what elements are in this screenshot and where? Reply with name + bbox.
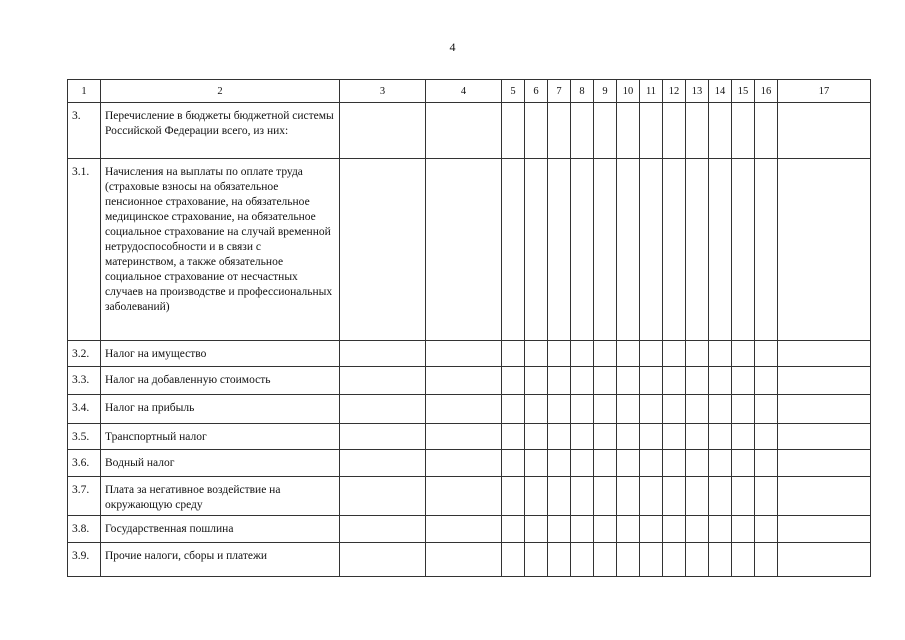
empty-cell xyxy=(709,450,732,477)
empty-cell xyxy=(340,395,426,424)
empty-cell xyxy=(340,103,426,159)
empty-cell xyxy=(594,516,617,543)
empty-cell xyxy=(686,159,709,341)
empty-cell xyxy=(502,424,525,450)
empty-cell xyxy=(640,450,663,477)
empty-cell xyxy=(340,159,426,341)
empty-cell xyxy=(732,477,755,516)
empty-cell xyxy=(548,103,571,159)
row-name: Плата за негативное воздействие на окружающую среду xyxy=(101,477,340,516)
empty-cell xyxy=(686,424,709,450)
table-row xyxy=(68,395,871,424)
empty-cell xyxy=(617,367,640,395)
table-row xyxy=(68,477,871,516)
empty-cell xyxy=(755,450,778,477)
empty-cell xyxy=(778,424,871,450)
empty-cell xyxy=(778,367,871,395)
table-row xyxy=(68,159,871,341)
row-name: Водный налог xyxy=(101,450,340,477)
empty-cell xyxy=(755,341,778,367)
row-number: 3.9. xyxy=(68,543,101,577)
empty-cell xyxy=(571,367,594,395)
header-cell: 5 xyxy=(502,80,525,103)
empty-cell xyxy=(640,341,663,367)
empty-cell xyxy=(340,367,426,395)
header-cell: 8 xyxy=(571,80,594,103)
table-row xyxy=(68,543,871,577)
table-row xyxy=(68,424,871,450)
table-row xyxy=(68,516,871,543)
empty-cell xyxy=(778,341,871,367)
empty-cell xyxy=(732,103,755,159)
empty-cell xyxy=(525,450,548,477)
empty-cell xyxy=(594,450,617,477)
header-cell: 14 xyxy=(709,80,732,103)
empty-cell xyxy=(778,395,871,424)
empty-cell xyxy=(778,103,871,159)
empty-cell xyxy=(571,516,594,543)
empty-cell xyxy=(525,103,548,159)
empty-cell xyxy=(594,367,617,395)
empty-cell xyxy=(640,103,663,159)
empty-cell xyxy=(426,395,502,424)
header-cell: 15 xyxy=(732,80,755,103)
empty-cell xyxy=(617,395,640,424)
empty-cell xyxy=(426,103,502,159)
empty-cell xyxy=(663,543,686,577)
empty-cell xyxy=(571,395,594,424)
empty-cell xyxy=(755,543,778,577)
empty-cell xyxy=(548,450,571,477)
empty-cell xyxy=(571,424,594,450)
row-name: Налог на добавленную стоимость xyxy=(101,367,340,395)
table-row xyxy=(68,367,871,395)
empty-cell xyxy=(686,477,709,516)
empty-cell xyxy=(502,395,525,424)
empty-cell xyxy=(502,159,525,341)
empty-cell xyxy=(340,477,426,516)
empty-cell xyxy=(502,543,525,577)
empty-cell xyxy=(548,367,571,395)
page-number: 4 xyxy=(449,40,456,54)
empty-cell xyxy=(709,516,732,543)
empty-cell xyxy=(426,543,502,577)
empty-cell xyxy=(640,477,663,516)
header-cell: 9 xyxy=(594,80,617,103)
empty-cell xyxy=(426,477,502,516)
row-name: Начисления на выплаты по оплате труда (страховые взносы на обязательное пенсионное страхование, на обязательное медицинское страхование, на обязательное социальное страхование на случай временной нетрудоспособности и в связи с материнством, а также обязательное социальное страхование от несчастных случаев на производстве и профессиональных заболеваний) xyxy=(101,159,340,341)
report-table xyxy=(67,79,871,577)
empty-cell xyxy=(548,543,571,577)
empty-cell xyxy=(340,424,426,450)
row-number: 3.1. xyxy=(68,159,101,341)
row-name: Перечисление в бюджеты бюджетной системы Российской Федерации всего, из них: xyxy=(101,103,340,159)
empty-cell xyxy=(525,367,548,395)
empty-cell xyxy=(502,367,525,395)
empty-cell xyxy=(340,341,426,367)
empty-cell xyxy=(778,516,871,543)
empty-cell xyxy=(594,424,617,450)
empty-cell xyxy=(732,367,755,395)
header-cell: 16 xyxy=(755,80,778,103)
empty-cell xyxy=(686,103,709,159)
empty-cell xyxy=(709,341,732,367)
row-name: Транспортный налог xyxy=(101,424,340,450)
header-cell: 2 xyxy=(101,80,340,103)
empty-cell xyxy=(571,103,594,159)
empty-cell xyxy=(709,395,732,424)
empty-cell xyxy=(686,367,709,395)
empty-cell xyxy=(548,395,571,424)
empty-cell xyxy=(548,341,571,367)
empty-cell xyxy=(525,424,548,450)
empty-cell xyxy=(709,367,732,395)
empty-cell xyxy=(340,543,426,577)
empty-cell xyxy=(640,516,663,543)
table-row xyxy=(68,103,871,159)
table-row xyxy=(68,450,871,477)
empty-cell xyxy=(617,103,640,159)
empty-cell xyxy=(732,424,755,450)
header-cell: 4 xyxy=(426,80,502,103)
empty-cell xyxy=(502,103,525,159)
empty-cell xyxy=(594,159,617,341)
empty-cell xyxy=(617,424,640,450)
empty-cell xyxy=(778,159,871,341)
empty-cell xyxy=(617,450,640,477)
empty-cell xyxy=(686,450,709,477)
empty-cell xyxy=(709,543,732,577)
empty-cell xyxy=(755,395,778,424)
header-cell: 17 xyxy=(778,80,871,103)
empty-cell xyxy=(617,159,640,341)
empty-cell xyxy=(617,341,640,367)
empty-cell xyxy=(755,424,778,450)
empty-cell xyxy=(617,516,640,543)
empty-cell xyxy=(663,159,686,341)
empty-cell xyxy=(709,424,732,450)
header-cell: 3 xyxy=(340,80,426,103)
empty-cell xyxy=(732,543,755,577)
empty-cell xyxy=(778,543,871,577)
empty-cell xyxy=(525,341,548,367)
header-cell: 11 xyxy=(640,80,663,103)
row-number: 3.4. xyxy=(68,395,101,424)
empty-cell xyxy=(548,424,571,450)
header-cell: 10 xyxy=(617,80,640,103)
empty-cell xyxy=(525,543,548,577)
empty-cell xyxy=(732,159,755,341)
row-number: 3.2. xyxy=(68,341,101,367)
empty-cell xyxy=(548,477,571,516)
empty-cell xyxy=(640,395,663,424)
empty-cell xyxy=(594,477,617,516)
row-number: 3.5. xyxy=(68,424,101,450)
empty-cell xyxy=(617,477,640,516)
empty-cell xyxy=(686,395,709,424)
empty-cell xyxy=(663,516,686,543)
empty-cell xyxy=(686,543,709,577)
empty-cell xyxy=(502,516,525,543)
empty-cell xyxy=(426,516,502,543)
empty-cell xyxy=(663,341,686,367)
empty-cell xyxy=(525,516,548,543)
empty-cell xyxy=(686,516,709,543)
empty-cell xyxy=(709,159,732,341)
empty-cell xyxy=(571,450,594,477)
empty-cell xyxy=(502,341,525,367)
empty-cell xyxy=(525,395,548,424)
empty-cell xyxy=(571,341,594,367)
empty-cell xyxy=(640,543,663,577)
empty-cell xyxy=(426,159,502,341)
empty-cell xyxy=(340,516,426,543)
empty-cell xyxy=(709,477,732,516)
empty-cell xyxy=(502,477,525,516)
empty-cell xyxy=(663,424,686,450)
row-number: 3. xyxy=(68,103,101,159)
empty-cell xyxy=(755,103,778,159)
empty-cell xyxy=(525,477,548,516)
header-cell: 7 xyxy=(548,80,571,103)
empty-cell xyxy=(640,424,663,450)
empty-cell xyxy=(571,159,594,341)
empty-cell xyxy=(663,367,686,395)
empty-cell xyxy=(732,516,755,543)
header-row xyxy=(68,80,871,103)
empty-cell xyxy=(663,477,686,516)
empty-cell xyxy=(732,395,755,424)
empty-cell xyxy=(755,367,778,395)
row-number: 3.6. xyxy=(68,450,101,477)
empty-cell xyxy=(525,159,548,341)
empty-cell xyxy=(663,103,686,159)
empty-cell xyxy=(502,450,525,477)
empty-cell xyxy=(548,516,571,543)
empty-cell xyxy=(755,516,778,543)
empty-cell xyxy=(426,367,502,395)
empty-cell xyxy=(732,450,755,477)
empty-cell xyxy=(640,367,663,395)
empty-cell xyxy=(426,424,502,450)
empty-cell xyxy=(426,341,502,367)
empty-cell xyxy=(640,159,663,341)
empty-cell xyxy=(571,543,594,577)
empty-cell xyxy=(594,341,617,367)
header-cell: 6 xyxy=(525,80,548,103)
header-cell: 12 xyxy=(663,80,686,103)
empty-cell xyxy=(755,477,778,516)
empty-cell xyxy=(617,543,640,577)
table-row xyxy=(68,341,871,367)
row-name: Налог на прибыль xyxy=(101,395,340,424)
empty-cell xyxy=(732,341,755,367)
header-cell: 1 xyxy=(68,80,101,103)
row-name: Налог на имущество xyxy=(101,341,340,367)
empty-cell xyxy=(755,159,778,341)
empty-cell xyxy=(663,395,686,424)
empty-cell xyxy=(340,450,426,477)
row-name: Прочие налоги, сборы и платежи xyxy=(101,543,340,577)
empty-cell xyxy=(709,103,732,159)
empty-cell xyxy=(663,450,686,477)
empty-cell xyxy=(686,341,709,367)
row-number: 3.7. xyxy=(68,477,101,516)
row-name: Государственная пошлина xyxy=(101,516,340,543)
empty-cell xyxy=(571,477,594,516)
row-number: 3.8. xyxy=(68,516,101,543)
empty-cell xyxy=(594,395,617,424)
empty-cell xyxy=(594,103,617,159)
empty-cell xyxy=(426,450,502,477)
header-cell: 13 xyxy=(686,80,709,103)
empty-cell xyxy=(778,477,871,516)
empty-cell xyxy=(778,450,871,477)
empty-cell xyxy=(594,543,617,577)
row-number: 3.3. xyxy=(68,367,101,395)
empty-cell xyxy=(548,159,571,341)
